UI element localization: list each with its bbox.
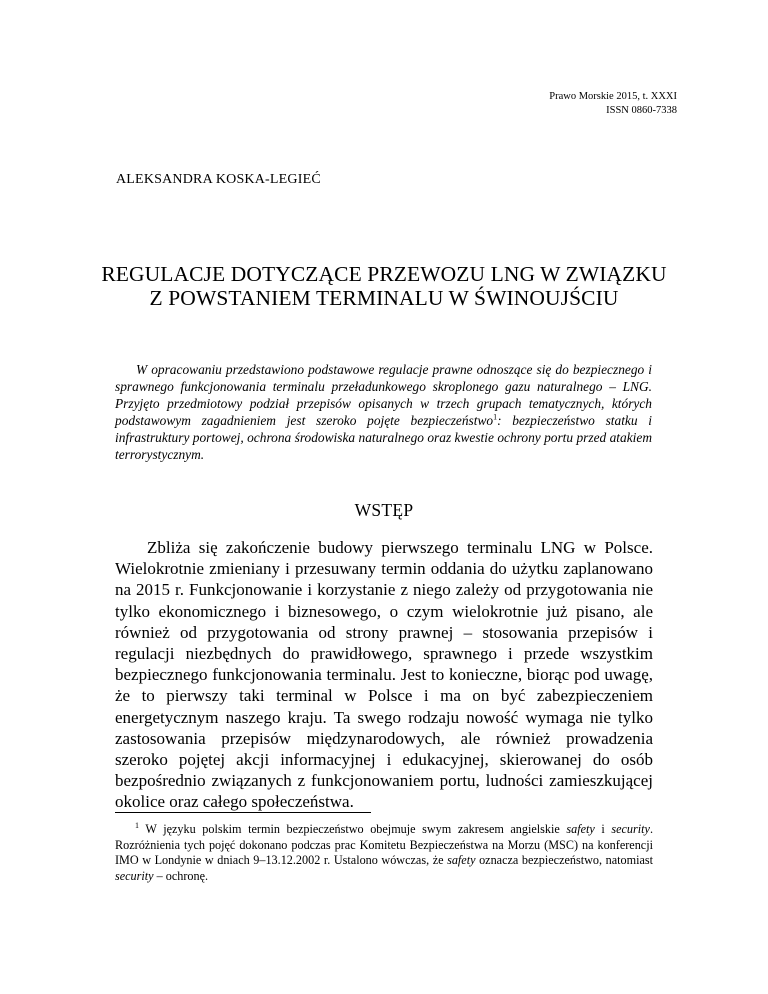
footnote-text-4: oznacza bezpieczeństwo, natomiast [475, 853, 654, 868]
journal-volume: Prawo Morskie 2015, t. XXXI [549, 91, 677, 102]
body-paragraph: Zbliża się zakończenie budowy pierwszego terminalu LNG w Polsce. Wielokrotnie zmieniany i przesuwany termin oddania do użytku zaplanowano na 2015 r. Funkcjonowanie i korzystanie z niego zależy od przygotowania nie tylko ekonomicznego i biznesowego, o czym wielokrotnie już pisano, ale również od przygotowania od strony prawnej – stosowania przepisów i regulacji niezbędnych do prawidłowego, sprawnego i przede wszystkim bezpiecznego funkcjonowania terminalu. Jest to konieczne, biorąc pod uwagę, że to pierwszy taki terminal w Polsce i ma on być zabezpieczeniem energetycznym naszego kraju. Ta swego rodzaju nowość wymaga nie tylko zastosowania przepisów międzynarodowych, ale również prowadzenia szeroko pojętej akcji informacyjnej i edukacyjnej, skierowanej do osób bezpośrednio związanych z funkcjonowaniem portu, ludności zamieszkującej okolice oraz całego społeczeństwa. [115, 538, 653, 812]
footnote-text-5: – ochronę. [153, 868, 209, 883]
footnote-text-2: i [594, 822, 612, 836]
footnote-term-safety-2: safety [447, 853, 476, 868]
footnote-term-safety: safety [566, 822, 595, 836]
article-title [96, 262, 672, 310]
section-heading: WSTĘP [354, 500, 414, 520]
author-name: ALEKSANDRA KOSKA-LEGIEĆ [116, 172, 321, 187]
abstract [115, 361, 652, 463]
footnote-1 [115, 822, 653, 884]
title-line-1: REGULACJE DOTYCZĄCE PRZEWOZU LNG W ZWIĄZKU [101, 262, 667, 286]
footnote-term-security: security [611, 822, 650, 836]
journal-info [549, 90, 677, 118]
footnote-text-1: W języku polskim termin bezpieczeństwo obejmuje swym zakresem angielskie [139, 822, 567, 836]
footnote-number: 1 [135, 820, 139, 830]
footnote-text-3: . Rozróżnienia tych pojęć dokonano podczas prac Komitetu Bezpieczeństwa na Morzu (MSC) na konferencji IMO w Londynie w dniach 9–13.12.2002 r. Ustalono wówczas, że [115, 822, 653, 868]
footnote-divider [115, 812, 371, 813]
title-line-2: Z POWSTANIEM TERMINALU W ŚWINOUJŚCIU [149, 286, 619, 310]
abstract-text-after-ref: : bezpieczeństwo statku i infrastruktury portowej, ochrona środowiska naturalnego oraz kwestie ochrony portu przed atakiem terrorystycznym. [115, 413, 652, 462]
abstract-text-before-ref: W opracowaniu przedstawiono podstawowe regulacje prawne odnoszące się do bezpiecznego i sprawnego funkcjonowania terminalu przeładunkowego skroplonego gazu naturalnego – LNG. Przyjęto przedmiotowy podział przepisów opisanych w trzech grupach tematycznych, których podstawowym zagadnieniem jest szeroko pojęte bezpieczeństwo [115, 362, 652, 428]
footnote-ref-1[interactable]: 1 [493, 412, 498, 422]
journal-issn: ISSN 0860-7338 [606, 105, 677, 116]
footnote-term-security-2: security [115, 868, 154, 883]
